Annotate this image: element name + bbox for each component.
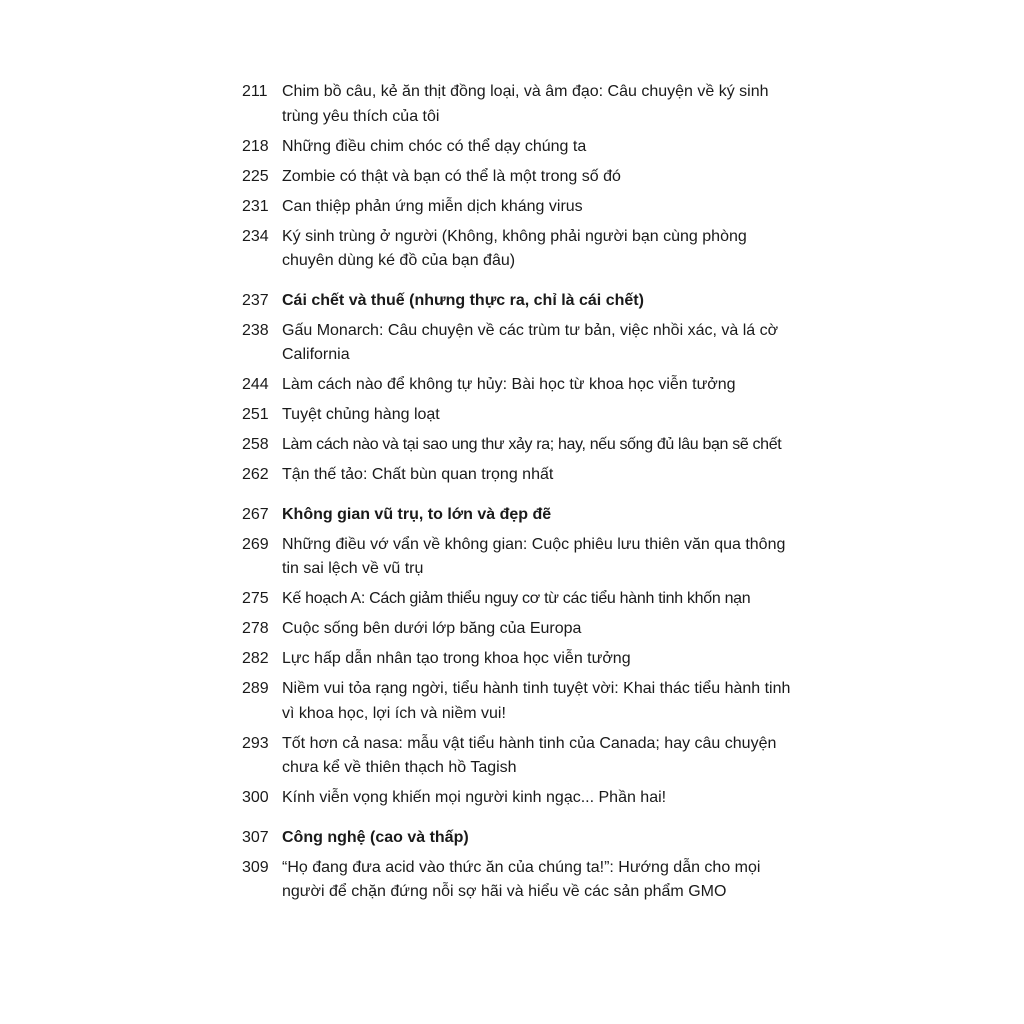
toc-entry-title: Những điều vớ vẩn về không gian: Cuộc phiêu lưu thiên văn qua thông tin sai lệch về vũ trụ bbox=[282, 535, 786, 577]
toc-entry bbox=[242, 786, 802, 811]
toc-entry-title: Tận thế tảo: Chất bùn quan trọng nhất bbox=[282, 466, 554, 483]
toc-entry-title: Gấu Monarch: Câu chuyện về các trùm tư bản, việc nhồi xác, và lá cờ California bbox=[282, 321, 779, 363]
toc-entry-title: Zombie có thật và bạn có thể là một trong số đó bbox=[282, 167, 621, 185]
toc-page-number: 282 bbox=[242, 650, 269, 667]
toc-entry bbox=[242, 319, 802, 368]
toc-section-title: Cái chết và thuế (nhưng thực ra, chỉ là cái chết) bbox=[282, 291, 644, 309]
toc-entry-title: Ký sinh trùng ở người (Không, không phải người bạn cùng phòng chuyên dùng ké đồ của bạn đâu) bbox=[282, 227, 747, 269]
toc-entry bbox=[242, 677, 802, 726]
toc-entry-title: “Họ đang đưa acid vào thức ăn của chúng ta!”: Hướng dẫn cho mọi người để chặn đứng nỗi sợ hãi và hiểu về các sản phẩm GMO bbox=[282, 858, 761, 900]
toc-entry-title: Làm cách nào và tại sao ung thư xảy ra; hay, nếu sống đủ lâu bạn sẽ chết bbox=[282, 436, 782, 453]
toc-page-number: 237 bbox=[242, 291, 269, 309]
toc-entry-title: Những điều chim chóc có thể dạy chúng ta bbox=[282, 137, 587, 155]
toc-page-number: 211 bbox=[242, 83, 268, 100]
toc-entry-title: Kính viễn vọng khiến mọi người kinh ngạc... Phần hai! bbox=[282, 789, 667, 806]
toc-entry bbox=[242, 225, 802, 274]
toc-entry-title: Tốt hơn cả nasa: mẫu vật tiểu hành tinh của Canada; hay câu chuyện chưa kể về thiên thạch hồ Tagish bbox=[282, 734, 777, 776]
toc-page-number: 300 bbox=[242, 789, 269, 806]
toc-page-number: 275 bbox=[242, 590, 269, 607]
toc-entry-title: Tuyệt chủng hàng loạt bbox=[282, 406, 440, 423]
toc-entry-title: Chim bồ câu, kẻ ăn thịt đồng loại, và âm đạo: Câu chuyện về ký sinh trùng yêu thích của tôi bbox=[282, 83, 769, 125]
toc-entry-title: Lực hấp dẫn nhân tạo trong khoa học viễn tưởng bbox=[282, 650, 631, 667]
toc-entry bbox=[242, 856, 802, 905]
toc-entry-title: Niềm vui tỏa rạng ngời, tiểu hành tinh tuyệt vời: Khai thác tiểu hành tinh vì khoa học, lợi ích và niềm vui! bbox=[282, 680, 791, 722]
toc-entry-title: Can thiệp phản ứng miễn dịch kháng virus bbox=[282, 197, 583, 215]
toc-section-heading bbox=[242, 289, 802, 314]
toc-page-number: 251 bbox=[242, 406, 269, 423]
toc-page-number: 309 bbox=[242, 858, 269, 876]
toc-section-heading bbox=[242, 503, 802, 528]
table-of-contents bbox=[242, 80, 802, 910]
toc-page-number: 278 bbox=[242, 620, 269, 637]
toc-entry bbox=[242, 533, 802, 582]
toc-entry bbox=[242, 195, 802, 220]
toc-entry bbox=[242, 732, 802, 781]
toc-page-number: 269 bbox=[242, 535, 269, 553]
toc-page-number: 289 bbox=[242, 680, 269, 697]
toc-page-number: 231 bbox=[242, 197, 269, 215]
toc-entry bbox=[242, 463, 802, 488]
toc-page-number: 293 bbox=[242, 734, 269, 752]
toc-page-number: 225 bbox=[242, 167, 269, 185]
toc-page-number: 262 bbox=[242, 466, 269, 483]
toc-entry bbox=[242, 165, 802, 190]
toc-entry bbox=[242, 373, 802, 398]
toc-page-number: 244 bbox=[242, 376, 269, 393]
toc-page-number: 258 bbox=[242, 436, 269, 453]
toc-entry-title: Kế hoạch A: Cách giảm thiểu nguy cơ từ các tiểu hành tinh khốn nạn bbox=[282, 590, 751, 607]
toc-entry bbox=[242, 647, 802, 672]
toc-entry bbox=[242, 617, 802, 642]
toc-entry-title: Làm cách nào để không tự hủy: Bài học từ khoa học viễn tưởng bbox=[282, 376, 736, 393]
toc-section-heading bbox=[242, 826, 802, 851]
toc-entry bbox=[242, 135, 802, 160]
toc-entry bbox=[242, 403, 802, 428]
toc-entry bbox=[242, 587, 802, 612]
toc-entry bbox=[242, 80, 802, 129]
toc-entry bbox=[242, 433, 802, 458]
toc-section-title: Không gian vũ trụ, to lớn và đẹp đẽ bbox=[282, 505, 552, 523]
toc-page-number: 307 bbox=[242, 828, 269, 846]
toc-page-number: 234 bbox=[242, 227, 269, 245]
toc-page-number: 267 bbox=[242, 505, 269, 523]
toc-page-number: 238 bbox=[242, 321, 269, 339]
toc-section-title: Công nghệ (cao và thấp) bbox=[282, 828, 469, 846]
toc-page-number: 218 bbox=[242, 137, 269, 155]
toc-entry-title: Cuộc sống bên dưới lớp băng của Europa bbox=[282, 620, 582, 637]
